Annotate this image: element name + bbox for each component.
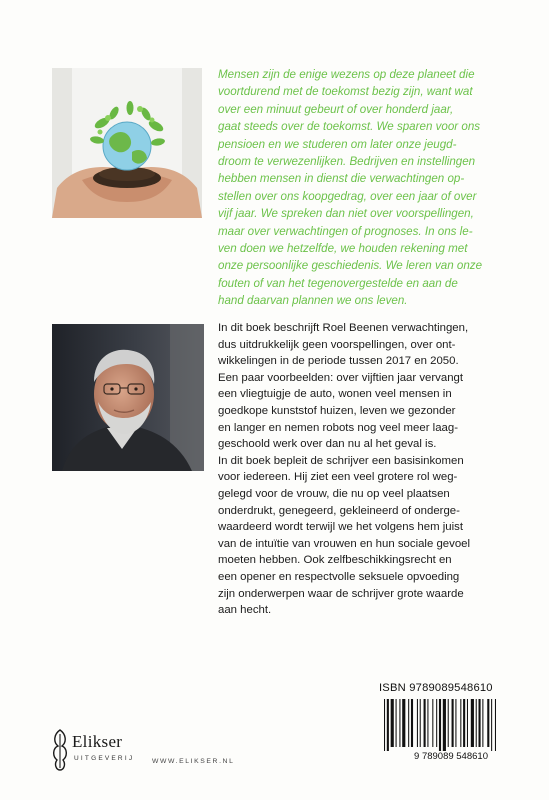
book-description (218, 320, 524, 619)
barcode-bar (402, 699, 405, 747)
quote-line: maar over verwachtingen of prognoses. In ons le- (218, 224, 473, 238)
barcode-bar (448, 699, 449, 747)
barcode-bar (482, 699, 483, 747)
description-line: In dit boek beschrijft Roel Beenen verwachtingen, (218, 322, 469, 334)
barcode-bar (384, 699, 385, 751)
description-line: goedkope kunststof huizen, leven we gezonder (218, 404, 456, 417)
description-line: en langer en nemen robots nog veel meer laag- (218, 421, 458, 434)
description-line: moeten hebben. Ook zelfbeschikkingsrecht en (218, 554, 452, 567)
publisher-subtitle: UITGEVERIJ (74, 755, 135, 762)
description-line: van de intuïtie van vrouwen en hun sociale gevoel (218, 537, 471, 550)
barcode-bar (391, 699, 394, 747)
description-line: waardeerd wordt terwijl we het volgens hem juist (218, 521, 464, 534)
green-intro-quote (218, 66, 524, 310)
quote-line: droom te verwezenlijken. Bedrijven en instellingen (218, 155, 476, 169)
description-line: aan hecht. (218, 604, 272, 617)
author-portrait-photo (52, 324, 204, 471)
barcode-bar (396, 699, 397, 747)
quote-line: vijf jaar. We spreken dan niet over voorspellingen, (218, 207, 474, 221)
quote-line: ven doen we hetzelfde, we houden rekening met (218, 242, 468, 256)
quote-line: hand daarvan plannen we ons leven. (218, 294, 408, 308)
publisher-name: Elikser (72, 732, 123, 751)
barcode-bar (463, 699, 465, 747)
barcode-digits: 9 789089 548610 (414, 751, 488, 761)
quote-line: voortdurend met de toekomst bezig zijn, want wat (218, 85, 473, 99)
barcode-bar (411, 699, 413, 747)
barcode-bar (387, 699, 389, 751)
isbn-number: ISBN 9789089548610 (379, 682, 493, 694)
quote-line: onze persoonlijke geschiedenis. We leren van onze (218, 259, 483, 273)
quote-line: Mensen zijn de enige wezens op deze planeet die (218, 68, 475, 81)
barcode-bar (399, 699, 400, 747)
barcode-bar (479, 699, 481, 747)
description-line: In dit boek bepleit de schrijver een basisinkomen (218, 454, 464, 467)
barcode-bar (452, 699, 454, 747)
barcode-bar (424, 699, 426, 747)
barcode-bar (420, 699, 421, 747)
barcode-bar (460, 699, 461, 747)
description-line: geschoold werk over dan nu al het geval is. (218, 438, 437, 451)
quote-line: fouten of van het tegenovergestelde en aan de (218, 276, 458, 290)
barcode-bar (455, 699, 456, 747)
barcode-bar (417, 699, 418, 747)
barcode-bar (467, 699, 468, 747)
globe-plant-illustration (52, 68, 202, 218)
author-portrait-illustration (52, 324, 204, 471)
publisher-emblem-icon (50, 728, 70, 772)
barcode-bar (432, 699, 433, 747)
description-line: onderdrukt, genegeerd, gekleineerd of onderge- (218, 504, 460, 517)
barcode-bar (439, 699, 441, 751)
quote-line: over een minuut gebeurt of over honderd jaar, (218, 102, 454, 116)
description-line: zijn onderwerpen waar de schrijver grote waarde (218, 587, 464, 600)
quote-line: pensioen en we studeren om later onze jeugd- (218, 137, 457, 151)
description-line: gelegd voor de vrouw, die nu op veel plaatsen (218, 487, 450, 500)
description-line: een vliegtuigje de auto, wonen veel mensen in (218, 388, 452, 401)
barcode-bar (471, 699, 474, 747)
isbn-barcode (378, 697, 524, 761)
barcode-bar (436, 699, 437, 747)
barcode-bar (476, 699, 477, 747)
description-line: dus uitdrukkelijk geen voorspellingen, over ont- (218, 338, 456, 351)
publisher-logo (50, 728, 160, 773)
quote-line: stellen over ons koopgedrag, over een jaar of over (218, 189, 477, 203)
barcode-bar (443, 699, 446, 751)
quote-line: hebben mensen in dienst die verwachtingen op- (218, 172, 465, 186)
description-line: wikkelingen in de periode tussen 2017 en 2050. (218, 355, 459, 368)
publisher-website[interactable]: WWW.ELIKSER.NL (152, 758, 235, 765)
barcode-graphic (378, 697, 524, 761)
hands-holding-globe-photo (52, 68, 202, 218)
quote-line: gaat steeds over de toekomst. We sparen voor ons (218, 120, 481, 134)
barcode-bar (495, 699, 496, 751)
barcode-bar (408, 699, 409, 747)
barcode-bar (487, 699, 489, 747)
barcode-bars (384, 699, 496, 751)
barcode-bar (491, 699, 492, 751)
description-line: voor iedereen. Hij ziet een veel grotere rol weg- (218, 471, 458, 484)
description-line: een opener en respectvolle seksuele opvoeding (218, 570, 460, 583)
description-line: Een paar voorbeelden: over vijftien jaar vervangt (218, 371, 464, 384)
barcode-bar (427, 699, 428, 747)
